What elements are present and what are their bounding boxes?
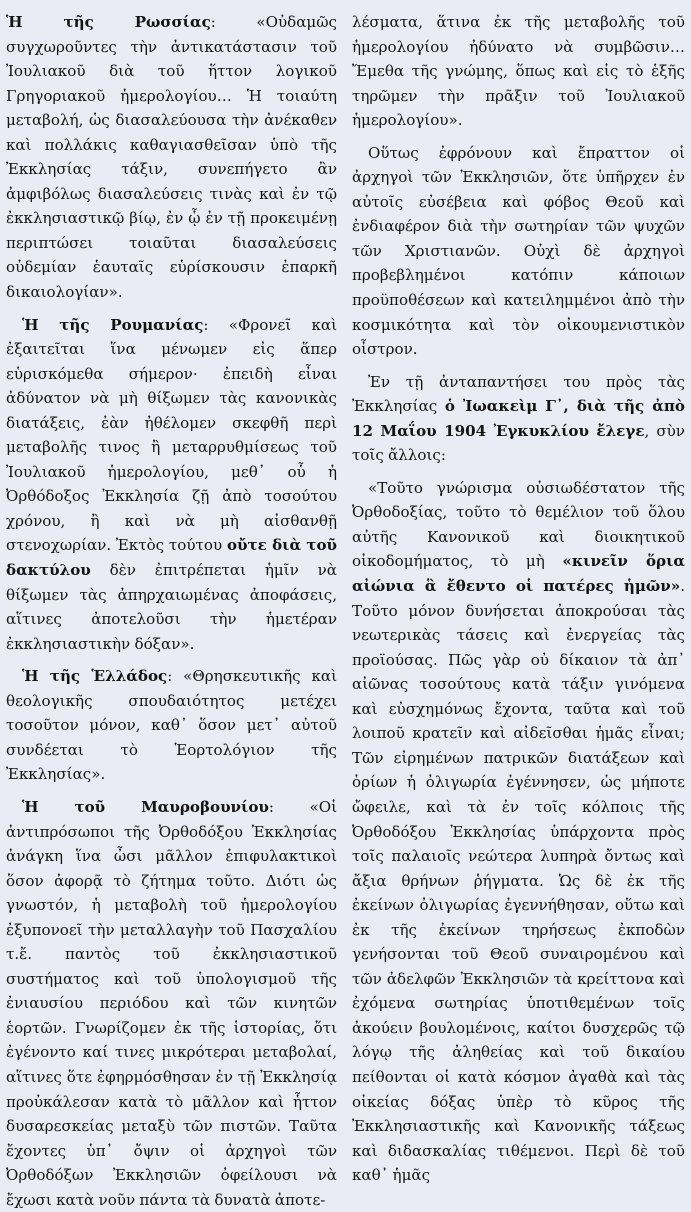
- lead-russia: Ἡ τῆς Ρωσσίας: [6, 13, 211, 31]
- paragraph-continuation: [352, 10, 685, 133]
- column-gutter: [338, 10, 352, 993]
- text-joachim-2: , σὺν τοῖς ἄλλοις:: [352, 421, 685, 465]
- text-montenegro: : «Οἱ ἀντιπρόσωποι τῆς Ὀρθοδόξου Ἐκκλησίας ἀνάγκη ἵνα ὦσι μᾶλλον ἐπιφυλακτικοὶ ὅσον ἀφορᾷ τὸ ζήτημα τοῦτο. Διότι ὡς γνωστόν, ἡ μεταβολὴ τοῦ ἡμερολογίου ἐξυπονοεῖ τὴν μεταλλαγὴν τοῦ Πασχαλίου τ.ἔ. παντὸς τοῦ ἐκκλησιαστικοῦ συστήματος καὶ τοῦ ὑπολογισμοῦ τῆς ἐνιαυσίου περιόδου καὶ τῶν κινητῶν ἑορτῶν. Γνωρίζομεν ἐκ τῆς ἱστορίας, ὅτι ἐγένοντο καί τινες μικρότεραι μεταβολαί, αἵτινες ὅτε ἐφηρμόσθησαν ἐν τῇ Ἐκκλησίᾳ προὐκάλεσαν κατὰ τὸ μᾶλλον καὶ ἧττον δυσαρεσκείας μεταξὺ τῶν πιστῶν. Ταῦτα ἔχοντες ὑπ᾽ ὄψιν οἱ ἀρχηγοὶ τῶν Ὀρθοδόξων Ἐκκλησιῶν ὀφείλουσι νὰ ἔχωσι κατὰ νοῦν πάντα τὰ δυνατὰ ἀποτε-: [6, 797, 337, 1209]
- paragraph-greece: [6, 664, 337, 787]
- paragraph-romania: [6, 313, 337, 657]
- paragraph-leaders: [352, 141, 685, 362]
- paragraph-joachim: [352, 370, 685, 468]
- left-column: [6, 10, 338, 1209]
- paragraph-montenegro: [6, 795, 337, 1212]
- paragraph-russia: [6, 10, 337, 305]
- text-russia: : «Οὐδαμῶς συγχωροῦντες τὴν ἀντικατάστασιν τοῦ Ἰουλιακοῦ διὰ τοῦ ἥττον λογικοῦ Γρηγοριακοῦ ἡμερολογίου… Ἡ τοιαύτη μεταβολή, ὡς διασαλεύουσα τὴν ἀνέκαθεν καὶ πολλάκις καθαγιασθεῖσαν ὑπὸ τῆς Ἐκκλησίας τάξιν, συνεπήγετο ἂν ἀμφιβόλως διασαλεύσεις τινὰς καὶ ἐν τῷ ἐκκλησιαστικῷ βίῳ, ἐν ᾧ ἐν τῇ προκειμένῃ περιπτώσει τοιαῦται διασαλεύσεις οὐδεμίαν ἑαυταῖς εὑρίσκουσιν ἐπαρκῆ δικαιολογίαν».: [6, 13, 337, 302]
- text-romania-2: δὲν ἐπιτρέπεται ἡμῖν νὰ θίξωμεν τὰς ἀπηρχαιωμένας ἀποφάσεις, αἵτινες ἀποτελοῦσι τὴν ἡμετέραν ἐκκλησιαστικὴν δόξαν».: [6, 561, 337, 653]
- text-quote-2: . Τοῦτο μόνον δυνήσεται ἀποκρούσαι τὰς νεωτερικὰς τάσεις καὶ ἐνεργείας τὰς προϊούσας. Πῶς γὰρ οὐ δίκαιον τὰ ἀπ᾽ αἰῶνας τοσούτους κατὰ τάξιν γινόμενα καὶ εὐσχημόνως ἔχοντα, ταῦτα καὶ τοῦ λοιποῦ κρατεῖν καὶ αἰδεῖσθαι ἡμᾶς εἶναι; Τῶν εἰρημένων πατρικῶν διατάξεων καὶ ὁρίων ἡ ὀλιγωρία ἐγέννησεν, ὡς μήποτε ὤφειλε, καὶ τὰ ἐν τοῖς κόλποις τῆς Ὀρθοδόξου Ἐκκλησίας ὑπάρχοντα πρὸς τοῖς παλαιοῖς νεώτερα λυπηρὰ ὄντως καὶ ἄξια θρήνων ῥήγματα. Ὡς δὲ ἐκ τῆς ἐκείνων ὀλιγωρίας ἐγεννήθησαν, οὕτω καὶ ἐκ τῆς ἐκείνων τηρήσεως ἐκποδὼν γενήσονται τοῦ Θεοῦ συναιρομένου καὶ τῶν ἀδελφῶν Ἐκκλησιῶν τὰ κρείττονα καὶ ἐχόμενα σωτηρίας ὑποτιθεμένων τοῖς ἀκούειν βουλομένοις, καίτοι δυσχερῶς τῷ λόγῳ τῆς ἀληθείας καὶ τοῦ δικαίου πείθονται οἱ κατὰ κόσμον ἀγαθὰ καὶ τὰς οἰκείας δόξας ὑπὲρ τὸ κῦρος τῆς Ἐκκλησιαστικῆς καὶ Κανονικῆς τάξεως καὶ διδασκαλίας τιθέμενοι. Περὶ δὲ τοῦ καθ᾽ ἡμᾶς: [352, 577, 685, 1185]
- lead-greece: Ἡ τῆς Ἑλλάδος: [22, 667, 168, 686]
- bold-romania: οὔτε διὰ τοῦ δακτύλου: [6, 536, 337, 580]
- paragraph-encyclical-quote: [352, 476, 685, 1188]
- text-continuation: λέσματα, ἅτινα ἐκ τῆς μεταβολῆς τοῦ ἡμερολογίου ἠδύνατο νὰ συμβῶσιν… Ἔμεθα τῆς γνώμης, ὅπως καὶ εἰς τὸ ἑξῆς τηρῶμεν τὴν πρᾶξιν τοῦ Ἰουλιακοῦ ἡμερολογίου».: [352, 13, 685, 130]
- lead-romania: Ἡ τῆς Ρουμανίας: [22, 315, 204, 334]
- text-quote-1: «Τοῦτο γνώρισμα οὐσιωδέστατον τῆς Ὀρθοδοξίας, τοῦτο τὸ θεμέλιον τοῦ ὅλου αὐτῆς Κανονικοῦ καὶ διοικητικοῦ οἰκοδομήματος, τὸ μὴ: [352, 478, 685, 571]
- text-joachim-1: Ἐν τῇ ἀνταπαντήσει του πρὸς τὰς Ἐκκλησίας: [352, 372, 685, 416]
- text-leaders: Οὕτως ἐφρόνουν καὶ ἔπραττον οἱ ἀρχηγοὶ τῶν Ἐκκλησιῶν, ὅτε ὑπῆρχεν ἐν αὐτοῖς εὐσέβεια καὶ φόβος Θεοῦ καὶ ἐνδιαφέρον διὰ τὴν σωτηρίαν τῶν ψυχῶν τῶν Χριστιανῶν. Οὐχὶ δὲ ἀρχηγοὶ προβεβλημένοι κατόπιν κάποιων προϋποθέσεων καὶ κατειλημμένοι ἀπὸ τὴν κοσμικότητα καὶ τὸν οἰκουμενιστικὸν οἶστρον.: [352, 143, 685, 359]
- bold-quote: «κινεῖν ὅρια αἰώνια ἃ ἔθεντο οἱ πατέρες ἡμῶν»: [352, 552, 685, 596]
- bold-joachim: ὁ Ἰωακεὶμ Γ᾽, διὰ τῆς ἀπὸ 12 Μαΐου 1904 Ἐγκυκλίου ἔλεγε: [352, 397, 685, 440]
- text-romania-1: : «Φρονεῖ καὶ ἐξαιτεῖται ἵνα μένωμεν εἰς ἅπερ εὑρισκόμεθα σήμερον· ἐπειδὴ εἶναι ἀδύνατον νὰ μὴ θίξωμεν τὰς κανονικὰς διατάξεις, ἐὰν ἠθέλομεν σκεφθῆ περὶ μεταβολῆς τινος ἢ μεταρρυθμίσεως τοῦ Ἰουλιακοῦ ἡμερολογίου, μεθ᾽ οὗ ἡ Ὀρθόδοξος Ἐκκλησία ζῇ ἀπὸ τοσούτου χρόνου, ἢ καὶ νὰ μὴ αἰσθανθῇ στενοχωρίαν. Ἐκτὸς τούτου: [6, 315, 337, 555]
- text-greece: : «Θρησκευτικῆς καὶ θεολογικῆς σπουδαιότητος μετέχει τοσοῦτον μόνον, καθ᾽ ὅσον μετ᾽ αὐτοῦ συνδέεται τὸ Ἑορτολόγιον τῆς Ἐκκλησίας».: [6, 667, 338, 784]
- lead-montenegro: Ἡ τοῦ Μαυροβουνίου: [22, 797, 269, 816]
- right-column: [352, 10, 685, 1185]
